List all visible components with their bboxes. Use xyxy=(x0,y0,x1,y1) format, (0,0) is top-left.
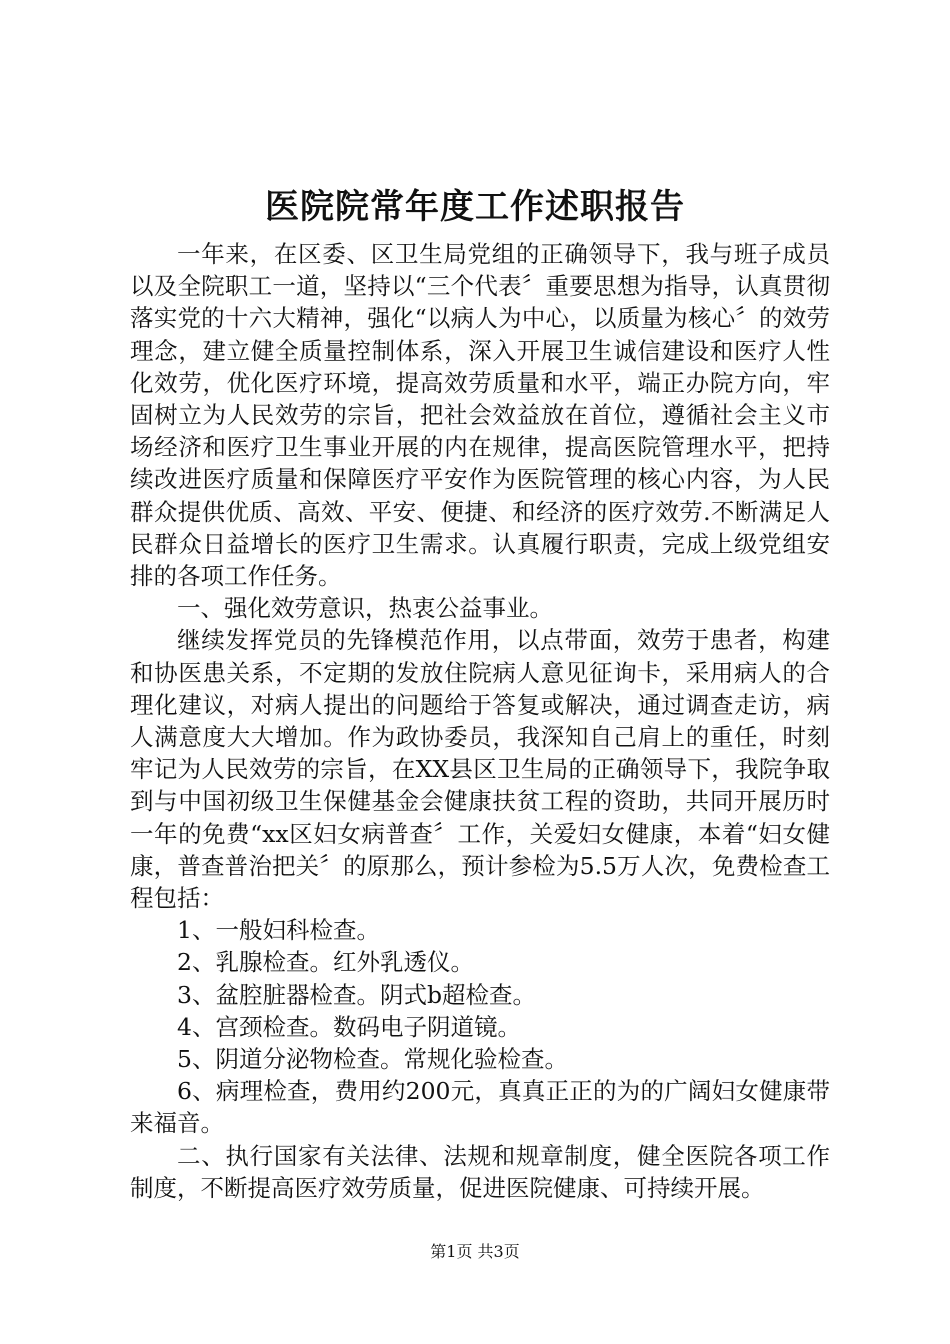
list-item: 1、一般妇科检查。 xyxy=(177,916,380,945)
list-item: 5、阴道分泌物检查。常规化验检查。 xyxy=(177,1045,568,1074)
page-number-footer: 第1页 共3页 xyxy=(430,1242,520,1261)
list-item: 2、乳腺检查。红外乳透仪。 xyxy=(177,948,474,977)
document-body xyxy=(130,238,830,1204)
list-item: 3、盆腔脏器检查。阴式b超检查。 xyxy=(177,980,536,1009)
section-heading-1: 一、强化效劳意识，热衷公益事业。 xyxy=(177,594,553,623)
list-item: 4、宫颈检查。数码电子阴道镜。 xyxy=(177,1012,521,1041)
section-heading-2: 二、执行国家有关法律、法规和规章制度，健全医院各项工作制度，不断提高医疗效劳质量，促进医院健康、可持续开展。 xyxy=(130,1141,830,1202)
paragraph-section-1: 继续发挥党员的先锋模范作用，以点带面，效劳于患者，构建和协医患关系，不定期的发放住院病人意见征询卡，采用病人的合理化建议，对病人提出的问题给于答复或解决，通过调查走访，病人满意度大大增加。作为政协委员，我深知自己肩上的重任，时刻牢记为人民效劳的宗旨，在XX县区卫生局的正确领导下，我院争取到与中国初级卫生保健基金会健康扶贫工程的资助，共同开展历时一年的免费“xx区妇女病普查〞工作，关爱妇女健康，本着“妇女健康，普查普治把关〞的原那么，预计参检为5.5万人次，免费检查工程包括： xyxy=(130,626,830,913)
paragraph-intro: 一年来，在区委、区卫生局党组的正确领导下，我与班子成员以及全院职工一道，坚持以“三个代表〞重要思想为指导，认真贯彻落实党的十六大精神，强化“以病人为中心，以质量为核心〞的效劳理念，建立健全质量控制体系，深入开展卫生诚信建设和医疗人性化效劳，优化医疗环境，提高效劳质量和水平，端正办院方向，牢固树立为人民效劳的宗旨，把社会效益放在首位，遵循社会主义市场经济和医疗卫生事业开展的内在规律，提高医院管理水平，把持续改进医疗质量和保障医疗平安作为医院管理的核心内容，为人民群众提供优质、高效、平安、便捷、和经济的医疗效劳.不断满足人民群众日益增长的医疗卫生需求。认真履行职责，完成上级党组安排的各项工作任务。 xyxy=(130,240,830,591)
list-item: 6、病理检查，费用约200元，真真正正的为的广阔妇女健康带来福音。 xyxy=(130,1077,830,1138)
document-title: 医院院常年度工作述职报告 xyxy=(265,187,685,227)
